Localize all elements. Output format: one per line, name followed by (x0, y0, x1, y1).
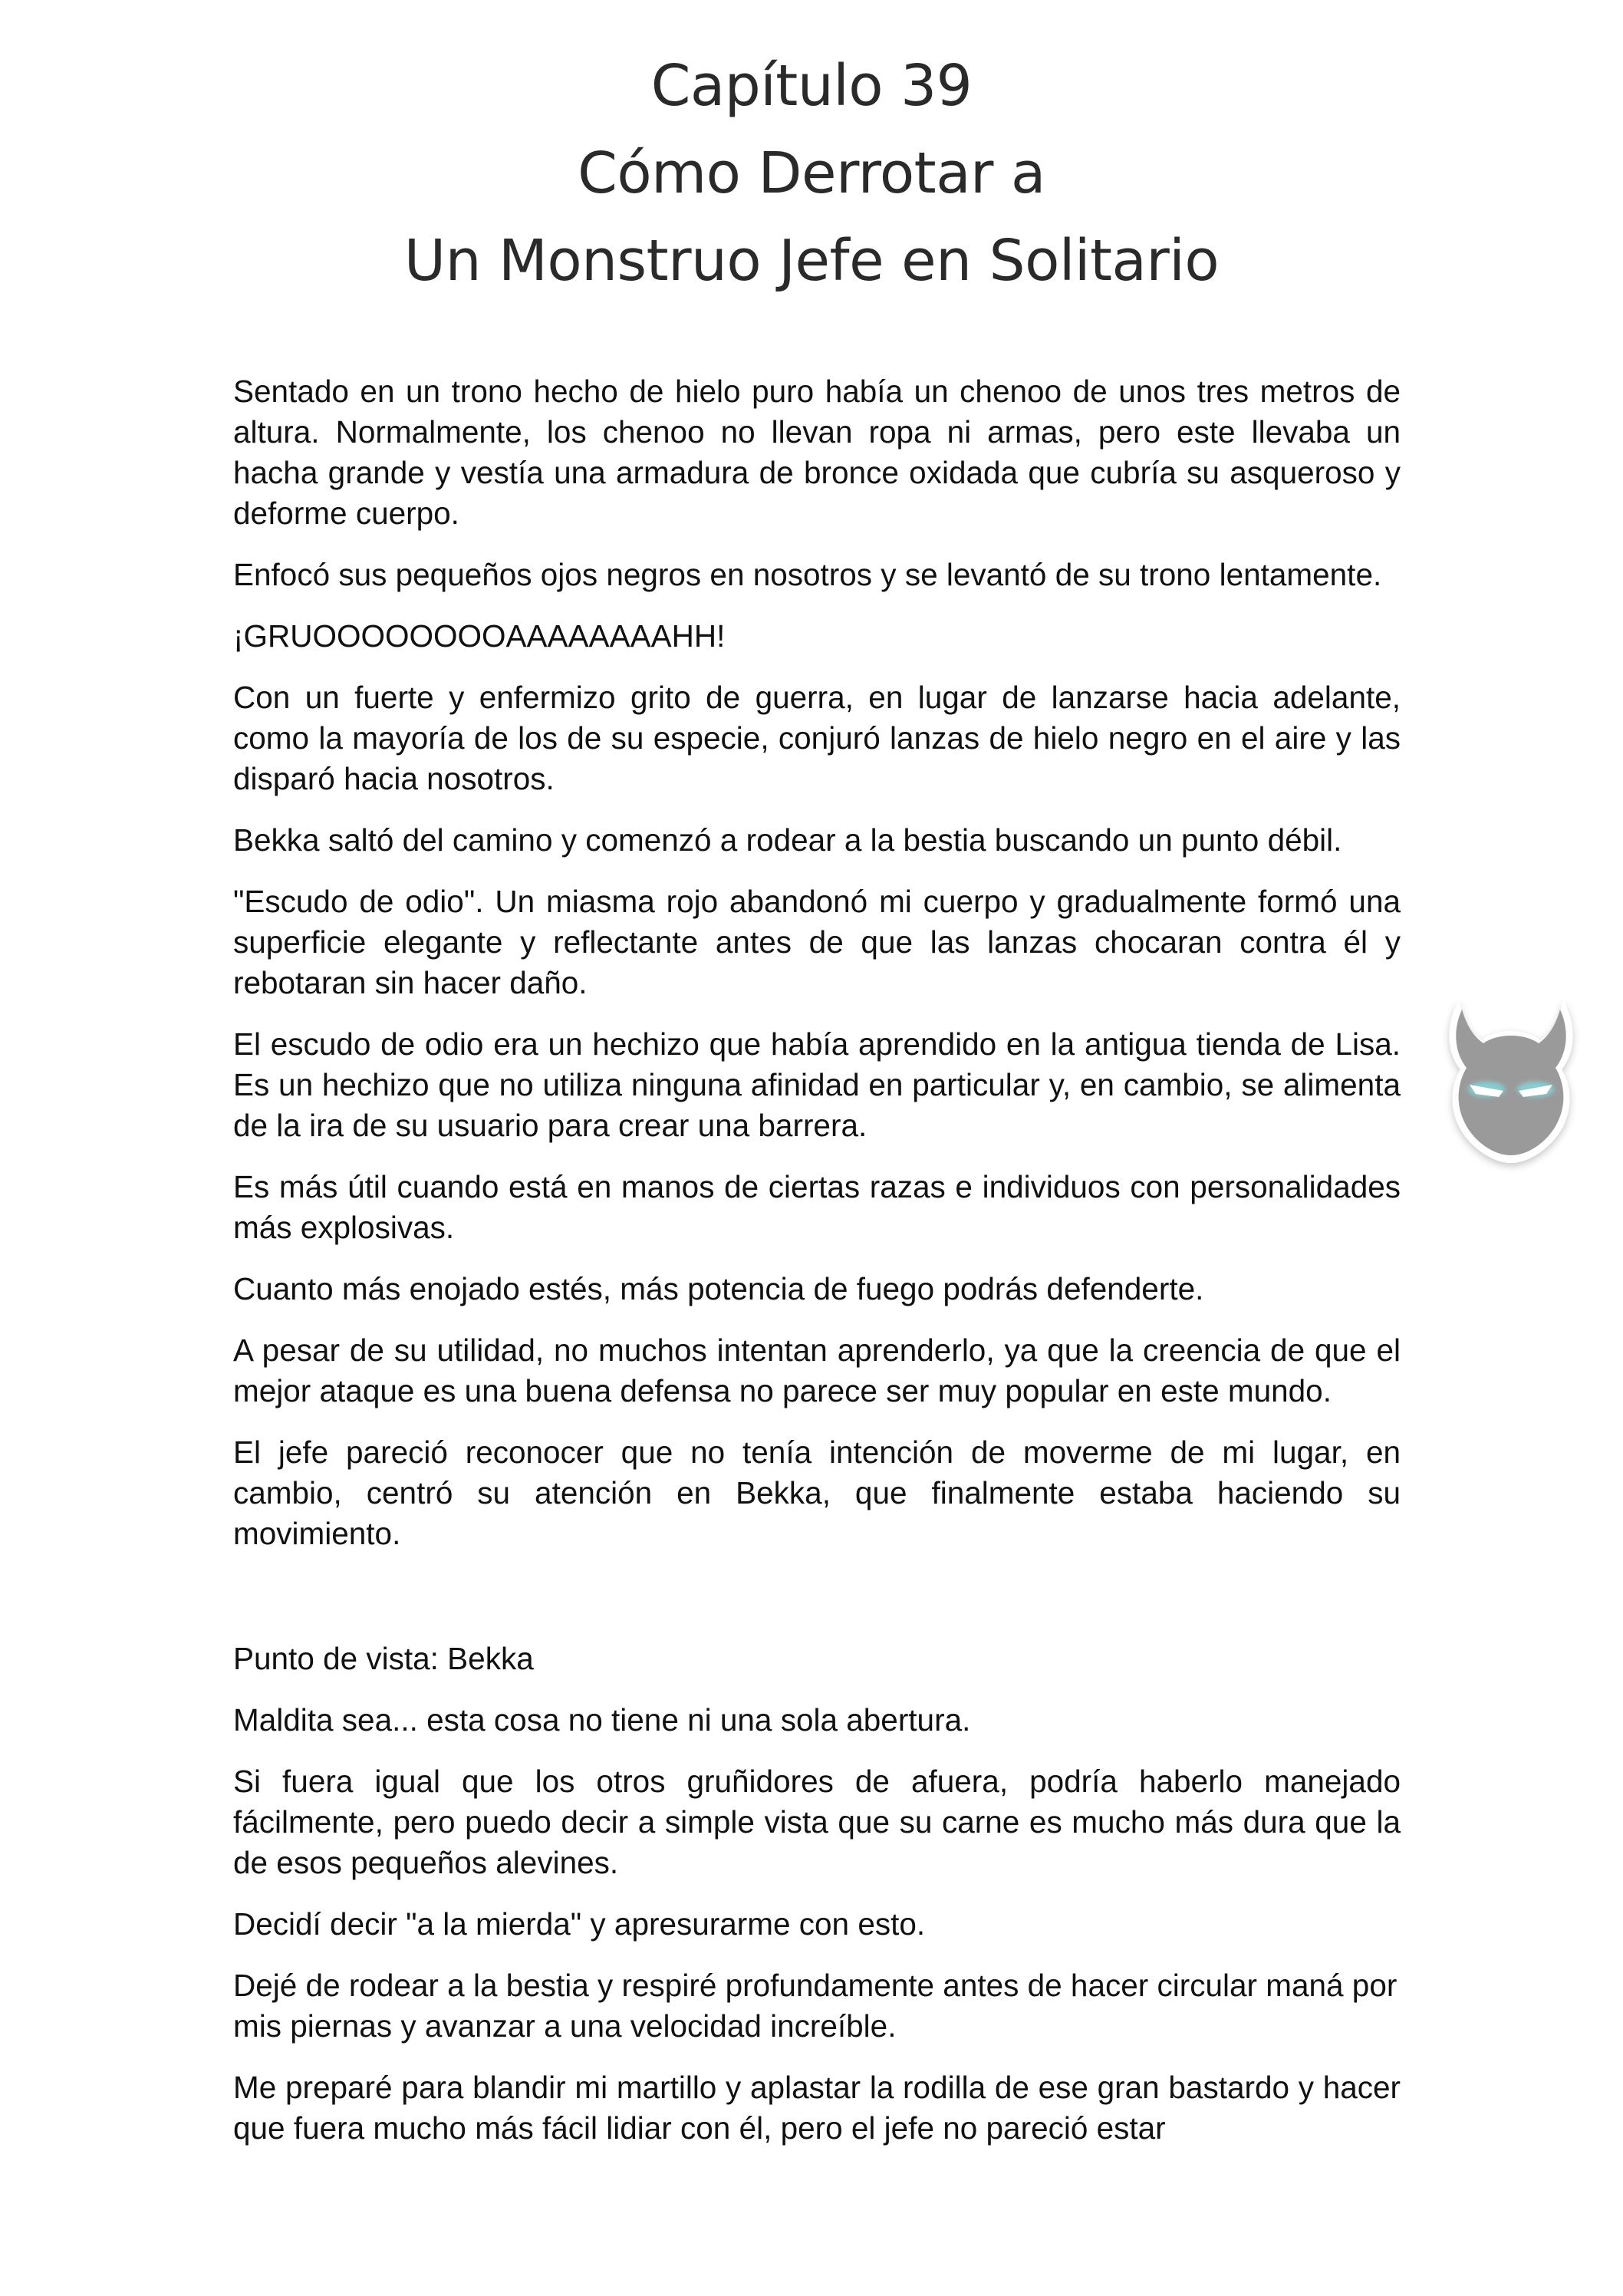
paragraph: Cuanto más enojado estés, más potencia de fuego podrás defenderte. (233, 1271, 1204, 1306)
paragraph: ¡GRUOOOOOOOOAAAAAAAAHH! (233, 618, 726, 654)
paragraph: Dejé de rodear a la bestia y respiré profundamente antes de hacer circular maná por mis piernas y avanzar a una velocidad increíble. (233, 1968, 1397, 2044)
paragraph: Si fuera igual que los otros gruñidores de afuera, podría haberlo manejado fácilmente, pero puedo decir a simple vista que su carne es mucho más dura que la de esos pequeños alevines. (233, 1764, 1401, 1880)
pov-heading: Punto de vista: Bekka (233, 1641, 534, 1676)
paragraph: Con un fuerte y enfermizo grito de guerra, en lugar de lanzarse hacia adelante, como la mayoría de los de su especie, conjuró lanzas de hielo negro en el aire y las disparó hacia nosotros. (233, 680, 1401, 796)
chapter-title (0, 42, 1623, 305)
paragraph: A pesar de su utilidad, no muchos intentan aprenderlo, ya que la creencia de que el mejor ataque es una buena defensa no parece ser muy popular en este mundo. (233, 1332, 1401, 1408)
chapter-title-line: Capítulo 39 (650, 53, 973, 119)
chapter-body (233, 371, 1401, 2169)
paragraph: El jefe pareció reconocer que no tenía intención de moverme de mi lugar, en cambio, centró su atención en Bekka, que finalmente estaba haciendo su movimiento. (233, 1435, 1401, 1551)
chapter-title-line: Un Monstruo Jefe en Solitario (403, 228, 1220, 294)
paragraph: Enfocó sus pequeños ojos negros en nosotros y se levantó de su trono lentamente. (233, 557, 1382, 592)
paragraph: Me preparé para blandir mi martillo y aplastar la rodilla de ese gran bastardo y hacer que fuera mucho más fácil lidiar con él, pero el jefe no pareció estar (233, 2070, 1401, 2146)
paragraph: Es más útil cuando está en manos de ciertas razas e individuos con personalidades más explosivas. (233, 1169, 1401, 1245)
paragraph: El escudo de odio era un hechizo que había aprendido en la antigua tienda de Lisa. Es un hechizo que no utiliza ninguna afinidad en particular y, en cambio, se alimenta de la ira de su usuario para crear una barrera. (233, 1026, 1401, 1143)
paragraph: Bekka saltó del camino y comenzó a rodear a la bestia buscando un punto débil. (233, 822, 1342, 858)
chapter-title-line: Cómo Derrotar a (578, 140, 1045, 206)
paragraph: "Escudo de odio". Un miasma rojo abandonó mi cuerpo y gradualmente formó una superficie elegante y reflectante antes de que las lanzas chocaran contra él y rebotaran sin hacer daño. (233, 884, 1401, 1000)
paragraph: Decidí decir "a la mierda" y apresurarme con esto. (233, 1906, 926, 1942)
paragraph: Maldita sea... esta cosa no tiene ni una sola abertura. (233, 1702, 971, 1738)
paragraph: Sentado en un trono hecho de hielo puro había un chenoo de unos tres metros de altura. Normalmente, los chenoo no llevan ropa ni armas, pero este llevaba un hacha grande y vestía una armadura de bronce oxidada que cubría su asqueroso y deforme cuerpo. (233, 374, 1401, 531)
devil-head-icon (1436, 990, 1586, 1174)
